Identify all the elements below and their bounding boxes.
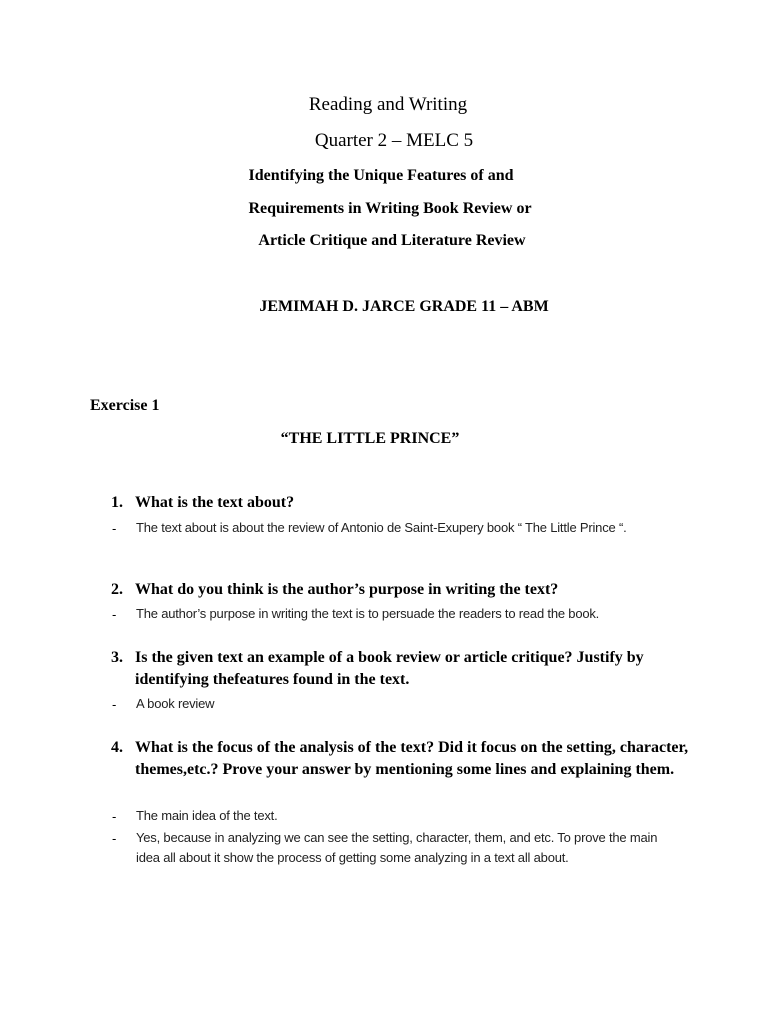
- question-number: 2.: [111, 581, 123, 598]
- question-number: 3.: [111, 649, 123, 666]
- book-title: “THE LITTLE PRINCE”: [280, 430, 460, 447]
- exercise-label: Exercise 1: [90, 397, 160, 414]
- answer-text: A book review: [136, 696, 215, 711]
- author-line: JEMIMAH D. JARCE GRADE 11 – ABM: [259, 298, 549, 315]
- question-number: 4.: [111, 739, 123, 756]
- answer-bullet: -: [112, 607, 117, 622]
- document-title: Reading and Writing: [308, 94, 468, 115]
- answer-bullet: -: [112, 809, 117, 824]
- answer-bullet: -: [112, 521, 117, 536]
- question-number: 1.: [111, 494, 123, 511]
- question-text: What is the text about?: [135, 494, 295, 511]
- subtitle-line-3: Article Critique and Literature Review: [258, 232, 526, 249]
- question-text: What is the focus of the analysis of the text? Did it focus on the setting, character, themes,etc.? Prove your answer by mentioning some lines and explaining them.: [135, 739, 689, 778]
- answer-text: The author’s purpose in writing the text is to persuade the readers to read the book.: [136, 606, 600, 621]
- answer-bullet: -: [112, 697, 117, 712]
- quarter-label: Quarter 2 – MELC 5: [314, 130, 474, 151]
- answer-bullet: -: [112, 831, 117, 846]
- subtitle-line-2: Requirements in Writing Book Review or: [248, 200, 532, 217]
- subtitle-line-1: Identifying the Unique Features of and: [248, 167, 514, 184]
- question-text: What do you think is the author’s purpose in writing the text?: [135, 581, 559, 598]
- question-text: Is the given text an example of a book review or article critique? Justify by identifying thefeatures found in the text.: [135, 649, 644, 688]
- answer-text: Yes, because in analyzing we can see the setting, character, them, and etc. To prove the main idea all about it show the process of getting some analyzing in a text all about.: [136, 830, 658, 865]
- answer-text: The text about is about the review of Antonio de Saint-Exupery book “ The Little Prince “.: [136, 520, 627, 535]
- answer-text: The main idea of the text.: [136, 808, 278, 823]
